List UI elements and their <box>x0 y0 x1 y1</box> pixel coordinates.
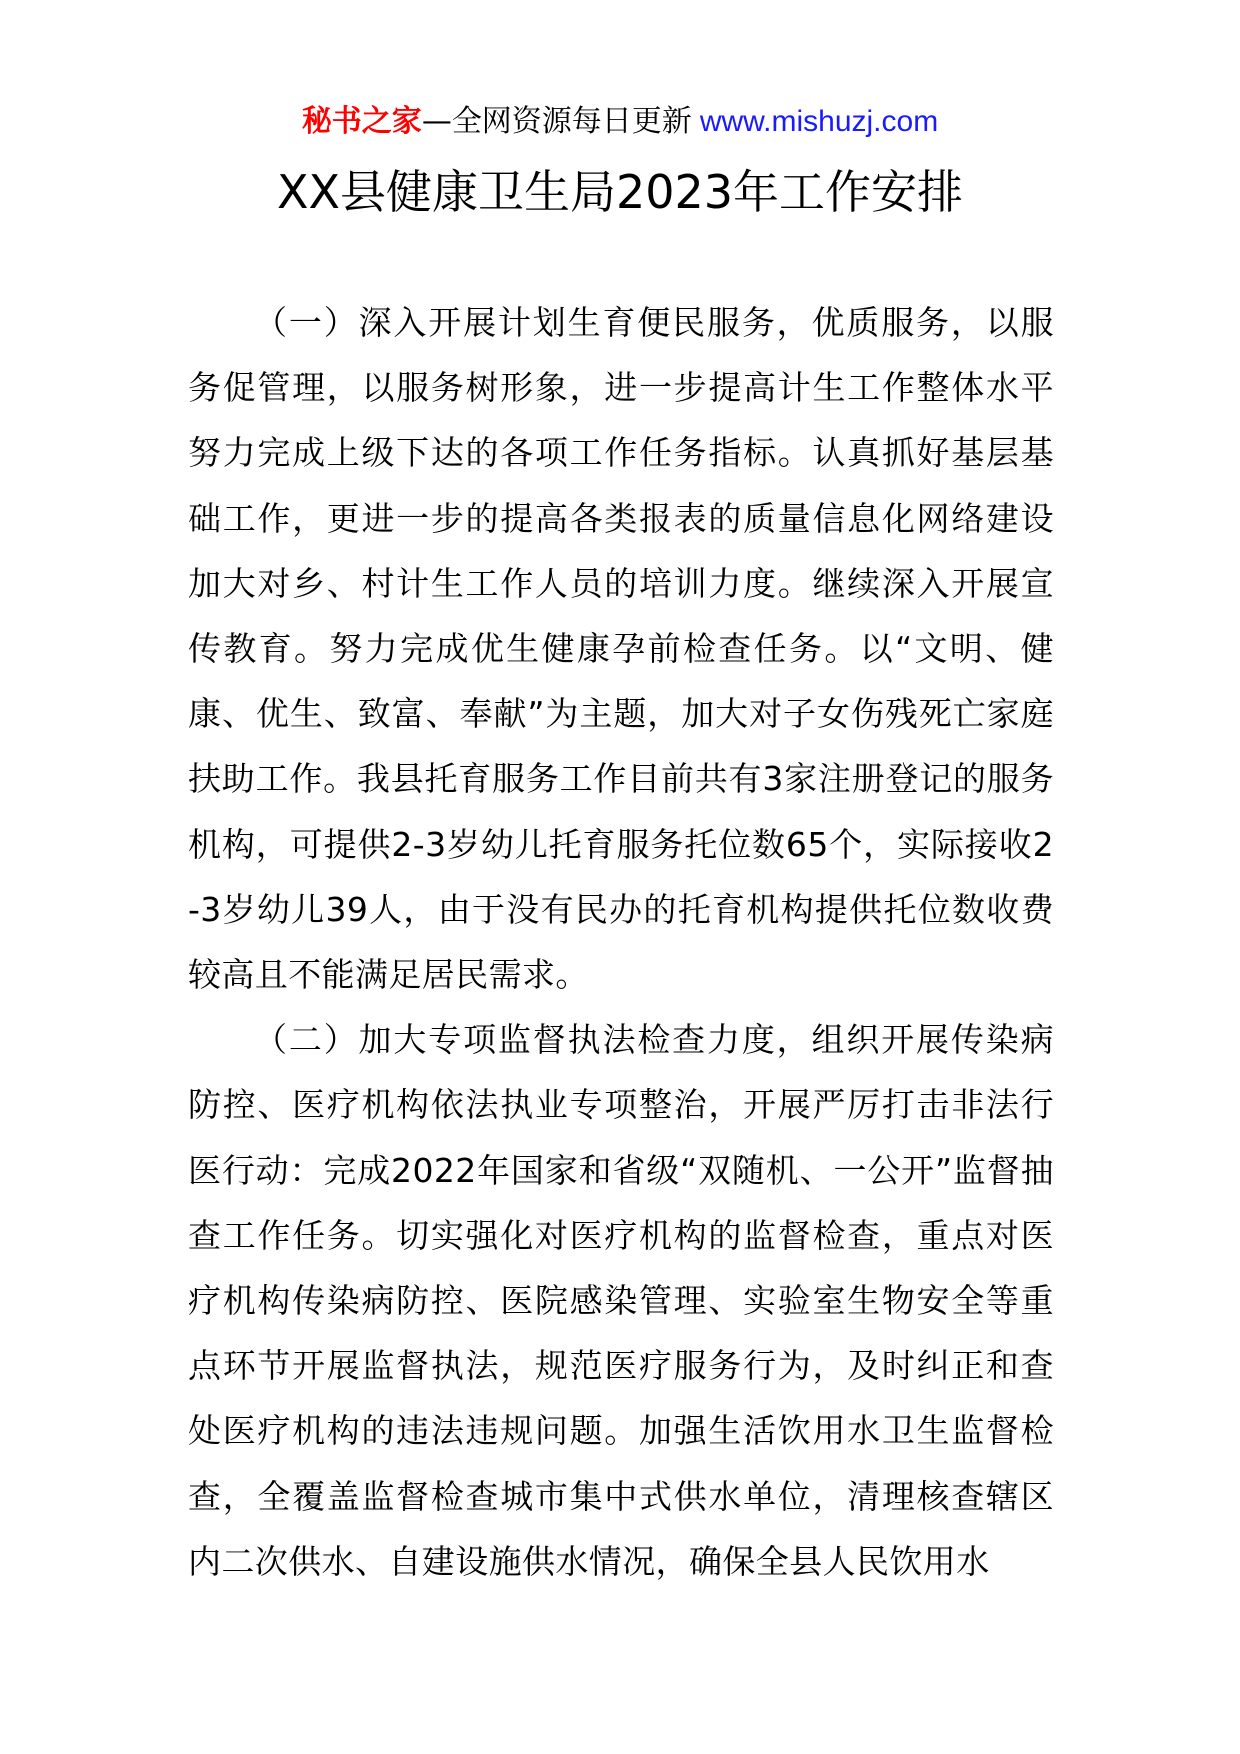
slogan: —全网资源每日更新 <box>421 104 692 139</box>
document-title: XX县健康卫生局2023年工作安排 <box>276 165 964 219</box>
brand-name: 秘书之家 <box>301 104 422 139</box>
site-header <box>0 100 1240 144</box>
document-body <box>188 290 1054 1594</box>
paragraph-2: （二）加大专项监督执法检查力度，组织开展传染病防控、医疗机构依法执业专项整治，开展严厉打击非法行医行动：完成2022年国家和省级“双随机、一公开”监督抽查工作任务。切实强化对医疗机构的监督检查，重点对医疗机构传染病防控、医院感染管理、实验室生物安全等重点环节开展监督执法，规范医疗服务行为，及时纠正和查处医疗机构的违法违规问题。加强生活饮用水卫生监督检查，全覆盖监督检查城市集中式供水单位，清理核查辖区内二次供水、自建设施供水情况，确保全县人民饮用水 <box>188 1020 1054 1581</box>
paragraph-1: （一）深入开展计划生育便民服务，优质服务，以服务促管理，以服务树形象，进一步提高计生工作整体水平努力完成上级下达的各项工作任务指标。认真抓好基层基础工作，更进一步的提高各类报表的质量信息化网络建设加大对乡、村计生工作人员的培训力度。继续深入开展宣传教育。努力完成优生健康孕前检查任务。以“文明、健康、优生、致富、奉献”为主题，加大对子女伤残死亡家庭扶助工作。我县托育服务工作目前共有3家注册登记的服务机构，可提供2-3岁幼儿托育服务托位数65个，实际接收2-3岁幼儿39人，由于没有民办的托育机构提供托位数收费较高且不能满足居民需求。 <box>188 303 1054 995</box>
site-link[interactable]: www.mishuzj.com <box>699 105 939 138</box>
